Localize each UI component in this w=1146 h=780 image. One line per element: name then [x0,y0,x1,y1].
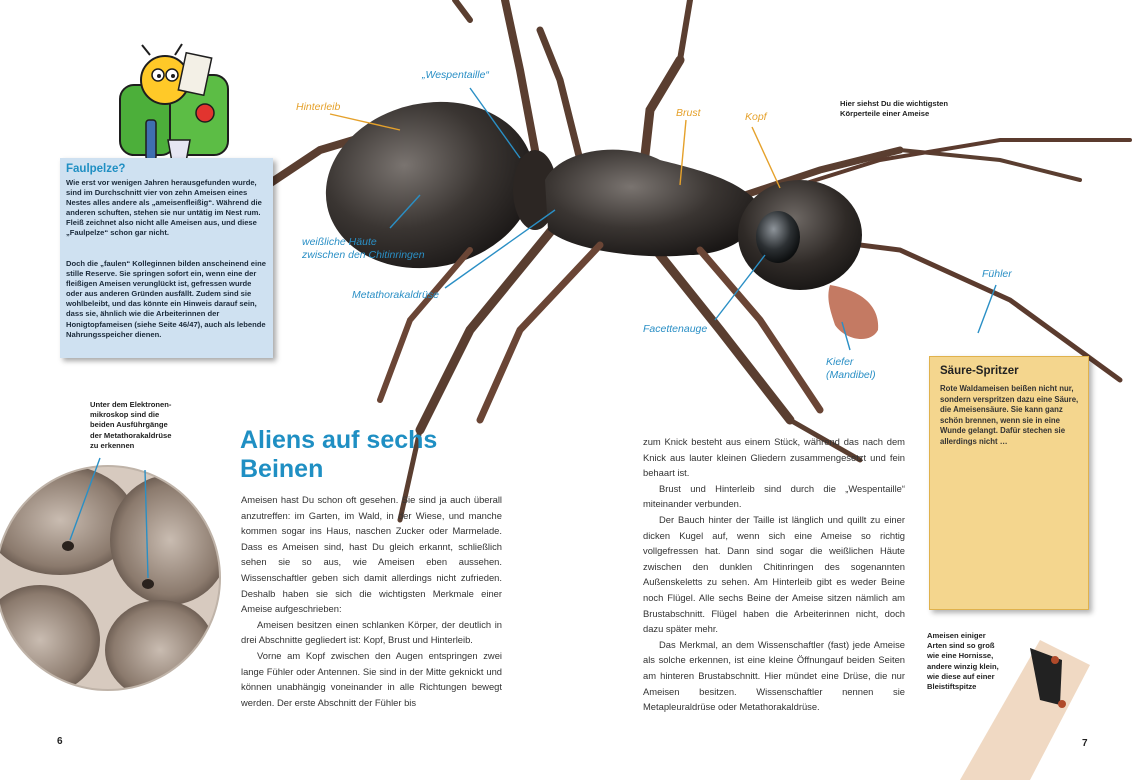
label-wespentaille: „Wespentaille“ [422,69,489,81]
label-kiefer [826,356,876,382]
faulpelze-paragraph-2: Doch die „faulen“ Kolleginnen bilden anscheinend eine stille Reserve. Sie springen sofort ein, wenn eine der fleißigen Ameisen verunglückt ist, gefressen wurde oder aus anderen Gründen ausfällt. Zudem sind sie wohlbeleibt, und das könnte ein Hinweis darauf sein, dass sie, ähnlich wie die Arbeiterinnen der Honigtopfameisen (siehe Seite 46/47), auch als lebende Nahrungsspeicher dienen. [66,259,266,339]
right-paragraph-4: Das Merkmal, an dem Wissenschaftler (fast) jede Ameise als solche erkennen, ist eine kleine Öffnungauf beiden Seiten am hinteren Brustabschnitt. Hier mündet eine Drüse, die nur Ameisen besitzen. Wissenschaftler nennen sie Metapleuraldrüse oder Metathorakaldrüse. [643,638,905,713]
label-fuehler: Fühler [982,268,1012,280]
page-headline [240,426,540,484]
microscope-caption-line4: der Metathorakaldrüse [90,430,172,440]
saeure-title: Säure-Spritzer [940,365,1019,377]
label-kopf: Kopf [745,111,767,123]
label-haeute [302,236,425,262]
label-haeute-line2: zwischen den Chitinringen [302,249,425,261]
microscope-image [0,458,230,700]
left-body-column [241,492,502,710]
faulpelze-paragraph-1: Wie erst vor wenigen Jahren herausgefunden wurde, sind im Durchschnitt vier von zehn Ameisen eines Nestes alles andere als „ameisenfleißig“. Während die anderen schuften, stehen sie nur untätig im Nest rum. Fleiß zeichnet also nicht alle Ameisen aus, und diese „Faulpelze“ schon gar nicht. [66,178,262,238]
pencil-caption-line5: wie diese auf einer [927,671,995,681]
left-paragraph-3: Vorne am Kopf zwischen den Augen entspringen zwei lange Fühler oder Antennen. Sie sind in der Mitte geknickt und können unabhängig voneinander in alle Richtungen bewegt werden. Der erste Abschnitt der Fühler bis [241,649,502,708]
label-facettenauge: Facettenauge [643,323,708,335]
left-paragraph-2: Ameisen besitzen einen schlanken Körper, der deutlich in drei Abschnitte gegliedert ist: Kopf, Brust und Hinterleib. [241,618,502,646]
faulpelze-title: Faulpelze? [66,163,126,175]
microscope-caption [90,400,200,451]
microscope-caption-line1: Unter dem Elektronen- [90,400,172,409]
label-kiefer-line2: (Mandibel) [826,369,876,381]
microscope-caption-line3: beiden Ausführgänge [90,420,168,430]
pencil-caption-line3: wie eine Hornisse, [927,651,994,661]
label-brust: Brust [676,107,701,119]
caption-ant-parts-line2: Körperteile einer Ameise [840,109,930,119]
caption-ant-parts [840,99,990,119]
faulpelze-box [60,158,273,358]
page-number-left: 6 [57,736,63,747]
right-paragraph-3: Der Bauch hinter der Taille ist länglich und quillt zu einer dicken Kugel auf, wenn sich eine Ameise so richtig vollgefressen hat. Dann sind sogar die weißlichen Häute zwischen den dunklen Chitinringen des sogenannten Außenskeletts zu sehen. Am Hinterleib gibt es weder Beine noch Flügel. Alle sechs Beine der Ameise sitzen nämlich am Brustabschnitt. Flügel haben die Arbeiterinnen nicht, doch dazu später mehr. [643,513,905,635]
right-paragraph-1: zum Knick besteht aus einem Stück, während das nach dem Knick aus lauter kleinen Gliedern zusammengesetzt und fein behaart ist. [643,436,905,479]
ant-eye [756,211,800,263]
label-hinterleib: Hinterleib [296,101,341,113]
ant-mandible [828,285,878,339]
right-body-column [643,434,905,715]
label-metathorakaldruese: Metathorakaldrüse [352,289,439,301]
pencil-caption-line4: andere winzig klein, [927,661,999,671]
ant-thorax [545,150,760,257]
headline-line1: Aliens auf sechs [240,426,438,454]
pencil-caption-line6: Bleistiftspitze [927,682,977,692]
headline-line2: Beinen [240,455,324,483]
microscope-caption-line2: mikroskop sind die [90,410,160,420]
saeure-spritzer-box [929,356,1089,610]
saeure-text: Rote Waldameisen beißen nicht nur, sondern verspritzen dazu eine Säure, die Ameisensäure. Sie kann ganz schön brennen, wenn sie in eine Wunde gelangt. Dafür stechen sie allerdings nicht … [940,384,1079,446]
right-paragraph-2: Brust und Hinterleib sind durch die „Wespentaille“ miteinander verbunden. [643,482,905,510]
left-paragraph-1: Ameisen hast Du schon oft gesehen. Sie sind ja auch überall anzutreffen: im Garten, im Wald, in der Wiese, und manche kommen sogar ins Haus, naschen Zucker oder Marmelade. Dass es Ameisen sind, hast Du gleich erkannt, schließlich sehen sie so aus, wie Ameisen eben aussehen. Wissenschaftler geben sich damit allerdings nicht zufrieden. Deshalb haben sie sich die wichtigsten Merkmale einer Ameise aufgeschrieben: [241,494,502,615]
pencil-caption-line1: Ameisen einiger [927,631,986,640]
microscope-caption-line5: zu erkennen [90,440,135,450]
pencil-caption [927,631,1037,692]
mascot-illustration [120,44,228,162]
caption-ant-parts-line1: Hier siehst Du die wichtigsten [840,99,949,108]
label-haeute-line1: weißliche Häute [302,236,377,248]
label-kiefer-line1: Kiefer [826,356,854,368]
page-number-right: 7 [1082,738,1088,749]
pencil-caption-line2: Arten sind so groß [927,641,995,651]
